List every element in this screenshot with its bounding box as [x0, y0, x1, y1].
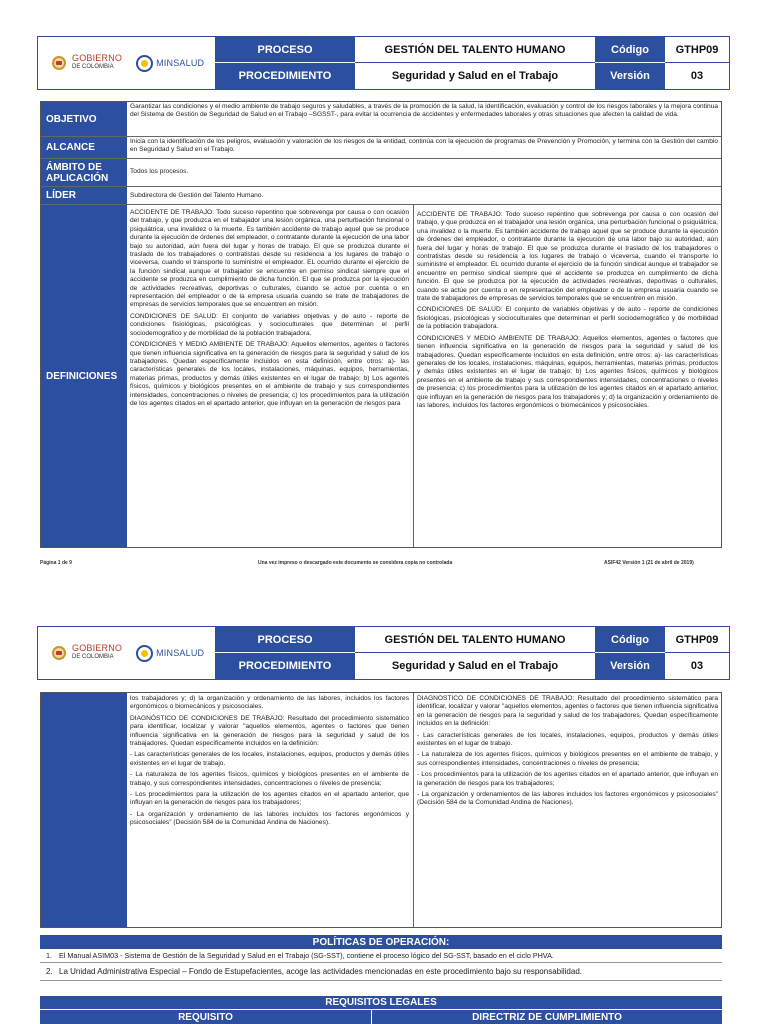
procedimiento-label: PROCEDIMIENTO [215, 653, 355, 679]
document-header-page2 [37, 626, 730, 680]
lider-label: LÍDER [41, 187, 127, 204]
definiciones-label-cont [41, 693, 127, 927]
procedimiento-value: Seguridad y Salud en el Trabajo [355, 653, 595, 679]
p2-def-left-p6: - La organización y ordenamiento de las labores incluidos los factores ergonómicos y psicosociales" (Decisión 584 de la Comunidad Andina de Naciones). [130, 810, 409, 827]
logos-area [38, 37, 215, 89]
def-right-p3: CONDICIONES Y MEDIO AMBIENTE DE TRABAJO: Aquellos elementos, agentes o factores que tienen influencia significativa en la generación de riesgos para la seguridad y salud de los trabajadores. Quedan específicamente incluidos en esta definición, entre otros: a)- las características generales de los locales, instalaciones, máquinas, equipos, herramientas, materias primas, productos y demás útiles existentes en el lugar de trabajo; b) Los agentes físicos, químicos y biológicos presentes en el ambiente de trabajo y sus correspondientes intensidades, concentraciones o niveles de presencia; c) los procedimientos para la utilización de los agentes citados en el apartado anterior, que influyan en la generación de riesgos para los trabajadores y; d) la organización y ordenamiento de las labores, incluidos los factores ergonómicos o biomecánicos y psicosociales. [417, 334, 718, 409]
gobierno-logo [52, 644, 122, 662]
requisito-column-header: REQUISITO [40, 1010, 371, 1024]
p2-def-right-p3: - La naturaleza de los agentes físicos, químicos y biológicos presentes en el ambiente de trabajo, y sus correspondientes intensidades, concentraciones o niveles de presencia; [417, 751, 718, 767]
p2-def-right-p5: - La organización y ordenamientos de las labores incluidos los factores ergonómicos y psicosociales" (Decisión 584 de la Comunidad Andina de Naciones). [417, 791, 718, 807]
codigo-label: Código [595, 37, 665, 63]
definiciones-label: DEFINICIONES [41, 205, 127, 547]
gobierno-line1: GOBIERNO [72, 53, 123, 63]
proceso-value: GESTIÓN DEL TALENTO HUMANO [355, 627, 595, 653]
codigo-label: Código [595, 627, 665, 653]
page2-definiciones-right-column [414, 694, 721, 926]
definiciones-right-column [414, 210, 721, 546]
footer-page-number: Página 1 de 9 [40, 560, 72, 566]
minsalud-text: MINSALUD [156, 58, 205, 68]
directriz-column-header: DIRECTRIZ DE CUMPLIMIENTO [372, 1010, 722, 1024]
footer-format-version: ASIF42 Versión 1 (21 de abril de 2019) [604, 560, 694, 566]
page1-content-table [40, 101, 722, 548]
p2-def-left-p1: los trabajadores y; d) la organización y ordenamiento de las labores, incluidos los factores ergonómicos o biomecánicos y psicosociales. [130, 695, 409, 711]
alcance-text: Inicia con la identificación de los peligros, evaluación y valoración de los riesgos de la entidad, continúa con la ejecución de programas de Prevención y Promoción, y termina con la Gestión del cambio en Seguridad y Salud en el Trabajo. [130, 138, 718, 154]
codigo-value: GTHP09 [665, 37, 729, 63]
definiciones-left-column [127, 208, 412, 546]
def-right-p1: ACCIDENTE DE TRABAJO: Todo suceso repentino que sobrevenga por causa o con ocasión del trabajo, y que produzca en el trabajador una lesión orgánica, una perturbación funcional o psiquiátrica, una invalidez o la muerte. Es también accidente de trabajo aquel que se produce durante la ejecución de órdenes del empleador, o contratante durante la ejecución de una labor bajo su autoridad, aún fuera del lugar y horas de trabajo. El que se produzca durante el traslado de los trabajadores o contratistas desde su residencia a los lugares de trabajo o viceversa, cuando el transporte lo suministre el empleador. EL ocurrido durante el ejercicio de la función sindical aunque el trabajador se encuentre en permiso sindical siempre que el accidente se produzca en cumplimiento de dicha función. El que se produzca por la ejecución de actividades recreativas, deportivas o culturales, cuando se actúe por cuenta o en representación del empleador o de la empresa usuaria cuando se trate de trabajadores de empresas de servicios temporales que se encuentren en misión. [417, 211, 718, 303]
procedimiento-label: PROCEDIMIENTO [215, 63, 355, 89]
gobierno-logo [52, 54, 122, 72]
codigo-value: GTHP09 [665, 627, 729, 653]
ambito-text: Todos los procesos. [130, 168, 189, 175]
def-right-p2: CONDICIONES DE SALUD: El conjunto de variables objetivas y de auto - reporte de condiciones fisiológicas, psicológicas y socioculturales que determinan el perfil sociodemográfico y de morbilidad de la población trabajadora. [417, 306, 718, 331]
document-header [37, 36, 730, 90]
politica-text-2: La Unidad Administrativa Especial – Fondo de Estupefacientes, acoge las actividades mencionadas en este procedimiento bajo su responsabilidad. [59, 967, 582, 976]
gobierno-line2: DE COLOMBIA [72, 64, 114, 70]
p2-def-left-p3: - Las características generales de los locales, instalaciones, equipos, productos y demás útiles existentes en el lugar de trabajo. [130, 751, 409, 767]
politica-number-1: 1. [46, 951, 52, 960]
minsalud-logo [136, 55, 204, 72]
def-left-p1: ACCIDENTE DE TRABAJO: Todo suceso repentino que sobrevenga por causa o con ocasión del trabajo, y que produzca en el trabajador una lesión orgánica, una perturbación funcional o psiquiátrica, una invalidez o la muerte. Es también accidente de trabajo aquel que se produce durante la ejecución de órdenes del empleador, o contratante durante la ejecución de una labor bajo su autoridad, aún fuera del lugar y horas de trabajo. El que se produzca durante el traslado de los trabajadores o contratistas desde su residencia a los lugares de trabajo o viceversa, cuando el transporte lo suministre el empleador. EL ocurrido durante el ejercicio de la función sindical aunque el trabajador se encuentre en permiso sindical siempre que el accidente se produzca en cumplimiento de dicha función. El que se produzca por la ejecución de actividades recreativas, deportivas o culturales, cuando se actúe por cuenta o en representación del empleador o de la empresa usuaria cuando se trate de trabajadores de empresas de servicios temporales que se encuentren en misión. [130, 209, 409, 309]
minsalud-text: MINSALUD [156, 648, 205, 658]
version-label: Versión [595, 63, 665, 89]
objetivo-label: OBJETIVO [41, 102, 127, 136]
colombia-seal-icon [52, 56, 66, 70]
objetivo-text: Garantizar las condiciones y el medio ambiente de trabajo seguros y saludables, a través de la promoción de la salud, la identificación, evaluación y control de los riesgos laborales y la mejora continua del Sistema de Gestión de Seguridad de Salud en el Trabajo –SGSST-, para evitar la ocurrencia de accidentes y enfermedades laborales y otras situaciones que afecten la calidad de vida. [130, 103, 718, 119]
p2-def-right-p2: - Las características generales de los locales, instalaciones, equipos, productos y demás útiles existentes en el lugar de trabajo. [417, 731, 718, 748]
requisitos-title: REQUISITOS LEGALES [40, 996, 722, 1009]
politicas-title: POLÍTICAS DE OPERACIÓN: [40, 935, 722, 949]
lider-text: Subdirectora de Gestión del Talento Humano. [130, 192, 264, 199]
colombia-seal-icon [52, 646, 66, 660]
minsalud-logo [136, 645, 204, 662]
alcance-label: ALCANCE [41, 137, 127, 158]
procedimiento-value: Seguridad y Salud en el Trabajo [355, 63, 595, 89]
p2-def-left-p5: - Los procedimientos para la utilización de los agentes citados en el apartado anterior, que influyan en la generación de riesgos para los trabajadores; [130, 791, 409, 807]
ambito-label: ÁMBITO DE APLICACIÓN [41, 159, 127, 186]
proceso-label: PROCESO [215, 37, 355, 63]
proceso-value: GESTIÓN DEL TALENTO HUMANO [355, 37, 595, 63]
politica-text-1: El Manual ASIM03 - Sistema de Gestión de la Seguridad y Salud en el Trabajo (SG-SST), contiene el proceso lógico del SG-SST, basado en el ciclo PHVA. [59, 951, 554, 960]
def-left-p2: CONDICIONES DE SALUD: El conjunto de variables objetivas y de auto - reporte de condiciones fisiológicas, psicológicas y socioculturales que determinan el perfil sociodemográfico y de morbilidad de la población trabajadora. [130, 312, 409, 337]
minsalud-seal-icon [136, 645, 153, 662]
p2-def-right-p4: - Los procedimientos para la utilización de los agentes citados en el apartado anterior, que influyan en la generación de riesgos para los trabajadores; [417, 771, 718, 787]
politica-number-2: 2. [46, 967, 53, 976]
p2-def-right-p1: DIAGNOSTICO DE CONDICIONES DE TRABAJO: Resultado del procedimiento sistemático para identificar, localizar y valorar "aquellos elementos, agentes o factores que tienen influencia significativa en la generación de riesgos para la seguridad y salud de los trabajadores. Quedan específicamente incluidos en la definición: [417, 695, 718, 728]
politica-item-2 [40, 963, 722, 981]
politica-item-1 [40, 949, 722, 963]
p2-def-left-p2: DIAGNÓSTICO DE CONDICIONES DE TRABAJO: Resultado del procedimiento sistemático para identificar, localizar y valorar "aquellos elementos, agentes o factores que tienen influencia significativa en la generación de riesgos para la seguridad y salud de los trabajadores. Quedan específicamente incluidos en la definición: [130, 714, 409, 748]
proceso-label: PROCESO [215, 627, 355, 653]
logos-area [38, 627, 215, 679]
def-left-p3: CONDICIONES Y MEDIO AMBIENTE DE TRABAJO: Aquellos elementos, agentes o factores que tienen influencia significativa en la generación de riesgos para la seguridad y salud de los trabajadores. Quedan específicamente incluidos en esta definición, entre otros: a)- las características generales de los locales, instalaciones, máquinas, equipos, herramientas, materias primas, productos y demás útiles existentes en el lugar de trabajo; b) Los agentes físicos, químicos y biológicos presentes en el ambiente de trabajo y sus correspondientes intensidades, concentraciones o niveles de presencia; c) los procedimientos para la utilización de los agentes citados en el apartado anterior, que influyan en la generación de riesgos para [130, 341, 409, 407]
page2-definiciones-left-column [127, 694, 412, 926]
gobierno-line1: GOBIERNO [72, 643, 123, 653]
version-value: 03 [665, 653, 729, 679]
page2-definitions-table [40, 692, 722, 928]
version-value: 03 [665, 63, 729, 89]
gobierno-line2: DE COLOMBIA [72, 654, 114, 660]
version-label: Versión [595, 653, 665, 679]
footer-copy-notice: Una vez impreso o descargado este documento se considera copia no controlada [258, 560, 453, 566]
p2-def-left-p4: - La naturaleza de los agentes físicos, químicos y biológicos presentes en el ambiente de trabajo, y sus correspondientes intensidades, concentraciones o niveles de presencia; [130, 771, 409, 787]
minsalud-seal-icon [136, 55, 153, 72]
